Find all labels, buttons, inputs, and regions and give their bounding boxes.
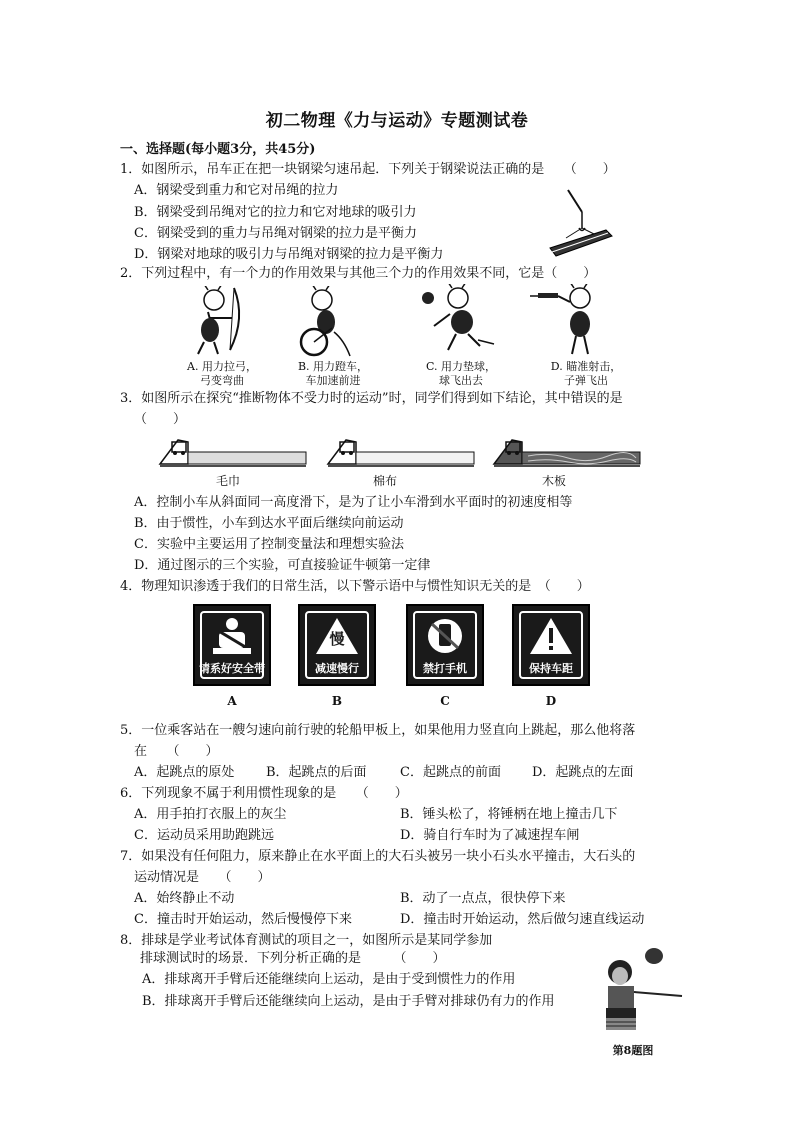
section-heading: 一、选择题(每小题3分，共45分)	[120, 142, 316, 157]
q5-stem: 5．一位乘客站在一艘匀速向前行驶的轮船甲板上，如果他用力竖直向上跳起，那么他将落	[120, 723, 636, 738]
q1-stem: 1．如图所示，吊车正在把一块钢梁匀速吊起．下列关于钢梁说法正确的是 （ ）	[120, 162, 616, 177]
sign-label-b: B	[331, 694, 343, 708]
q6-option-a: A．用手拍打衣服上的灰尘	[134, 807, 287, 822]
q3-option-b: B．由于惯性，小车到达水平面后继续向前运动	[134, 516, 404, 531]
surface-towel-label: 毛巾	[215, 474, 240, 488]
q1-option-d: D．钢梁对地球的吸引力与吊绳对钢梁的拉力是平衡力	[134, 247, 444, 262]
crane-beam-figure	[546, 188, 616, 260]
q4-stem: 4．物理知识渗透于我们的日常生活，以下警示语中与惯性知识无关的是 （ ）	[120, 579, 590, 594]
q7-stem: 7．如果没有任何阻力，原来静止在水平面上的大石头被另一块小石头水平撞击，大石头的	[120, 849, 636, 864]
sign-label-c: C	[440, 694, 450, 708]
q6-stem: 6．下列现象不属于利用惯性现象的是 （ ）	[120, 786, 408, 801]
sign-no-phone-text: 禁打手机	[423, 662, 467, 675]
bicycle-figure	[296, 286, 354, 358]
slow-char: 慢	[329, 630, 345, 648]
seatbelt-icon	[209, 616, 255, 656]
sign-slow-down-text: 减速慢行	[315, 662, 359, 675]
q2-caption-c-line1: C. 用力垫球，	[425, 360, 497, 373]
ramp-towel-figure	[158, 436, 308, 470]
q2-caption-d-line1: D. 瞄准射击，	[550, 360, 622, 373]
q1-option-c: C．钢梁受到的重力与吊绳对钢梁的拉力是平衡力	[134, 226, 417, 241]
exclamation-triangle-icon	[528, 616, 574, 656]
q5-option-b: B．起跳点的后面	[266, 765, 367, 780]
ramp-cotton-figure	[326, 436, 476, 470]
q7-option-c: C．撞击时开始运动，然后慢慢停下来	[134, 912, 352, 927]
q3-option-a: A．控制小车从斜面同一高度滑下，是为了让小车滑到水平面时的初速度相等	[134, 495, 573, 510]
q6-option-c: C．运动员采用助跑跳远	[134, 828, 274, 843]
sign-label-d: D	[545, 694, 557, 708]
q3-stem-bracket: （ ）	[134, 412, 187, 427]
q7-option-b: B．动了一点点，很快停下来	[400, 891, 566, 906]
q3-option-d: D．通过图示的三个实验，可直接验证牛顿第一定律	[134, 558, 431, 573]
q1-option-b: B．钢梁受到吊绳对它的拉力和它对地球的吸引力	[134, 205, 417, 220]
q2-stem: 2．下列过程中，有一个力的作用效果与其他三个力的作用效果不同，它是（ ）	[120, 266, 597, 281]
q5-option-a: A．起跳点的原处	[134, 765, 235, 780]
surface-board-label: 木板	[541, 474, 566, 488]
q5-option-c: C．起跳点的前面	[400, 765, 501, 780]
sign-keep-distance	[512, 604, 590, 686]
q7-stem-cont: 运动情况是 （ ）	[134, 870, 271, 885]
surface-cotton-label: 棉布	[372, 474, 397, 488]
q5-stem-cont: 在 （ ）	[134, 744, 219, 759]
q7-option-d: D．撞击时开始运动，然后做匀速直线运动	[400, 912, 645, 927]
q2-caption-b-line2: 车加速前进	[305, 374, 361, 387]
bow-figure	[186, 286, 248, 356]
shooting-figure	[530, 284, 602, 356]
q8-figure-caption: 第8题图	[612, 1044, 654, 1057]
q3-option-c: C．实验中主要运用了控制变量法和理想实验法	[134, 537, 404, 552]
page-title: 初二物理《力与运动》专题测试卷	[265, 111, 529, 131]
q8-option-b: B．排球离开手臂后还能继续向上运动，是由于手臂对排球仍有力的作用	[142, 994, 555, 1009]
sign-seatbelt	[193, 604, 271, 686]
q6-option-b: B．锤头松了，将锤柄在地上撞击几下	[400, 807, 618, 822]
q2-caption-c-line2: 球飞出去	[439, 374, 483, 387]
ramp-board-figure	[492, 436, 642, 470]
q2-caption-a-line2: 弓变弯曲	[200, 374, 244, 387]
volleyball-test-figure	[598, 940, 688, 1036]
sign-slow-down	[298, 604, 376, 686]
q3-stem: 3．如图所示在探究“推断物体不受力时的运动”时，同学们得到如下结论，其中错误的是	[120, 391, 623, 406]
q8-stem: 8．排球是学业考试体育测试的项目之一，如图所示是某同学参加	[120, 933, 493, 948]
q7-option-a: A．始终静止不动	[134, 891, 235, 906]
volleyball-figure	[414, 284, 498, 354]
q8-option-a: A．排球离开手臂后还能继续向上运动，是由于受到惯性力的作用	[142, 972, 516, 987]
sign-keep-distance-text: 保持车距	[529, 662, 573, 675]
sign-seatbelt-text: 请系好安全带	[199, 662, 265, 675]
q1-option-a: A．钢梁受到重力和它对吊绳的拉力	[134, 183, 339, 198]
q2-caption-a-line1: A. 用力拉弓，	[187, 360, 257, 373]
q8-stem-cont: 排球测试时的场景．下列分析正确的是 （ ）	[140, 951, 446, 966]
sign-no-phone	[406, 604, 484, 686]
q2-caption-b-line1: B. 用力蹬车，	[297, 360, 369, 373]
q5-option-d: D．起跳点的左面	[532, 765, 634, 780]
q6-option-d: D．骑自行车时为了减速捏车闸	[400, 828, 580, 843]
q2-caption-d-line2: 子弹飞出	[564, 374, 608, 387]
sign-label-a: A	[227, 694, 237, 708]
no-phone-icon	[422, 616, 468, 656]
